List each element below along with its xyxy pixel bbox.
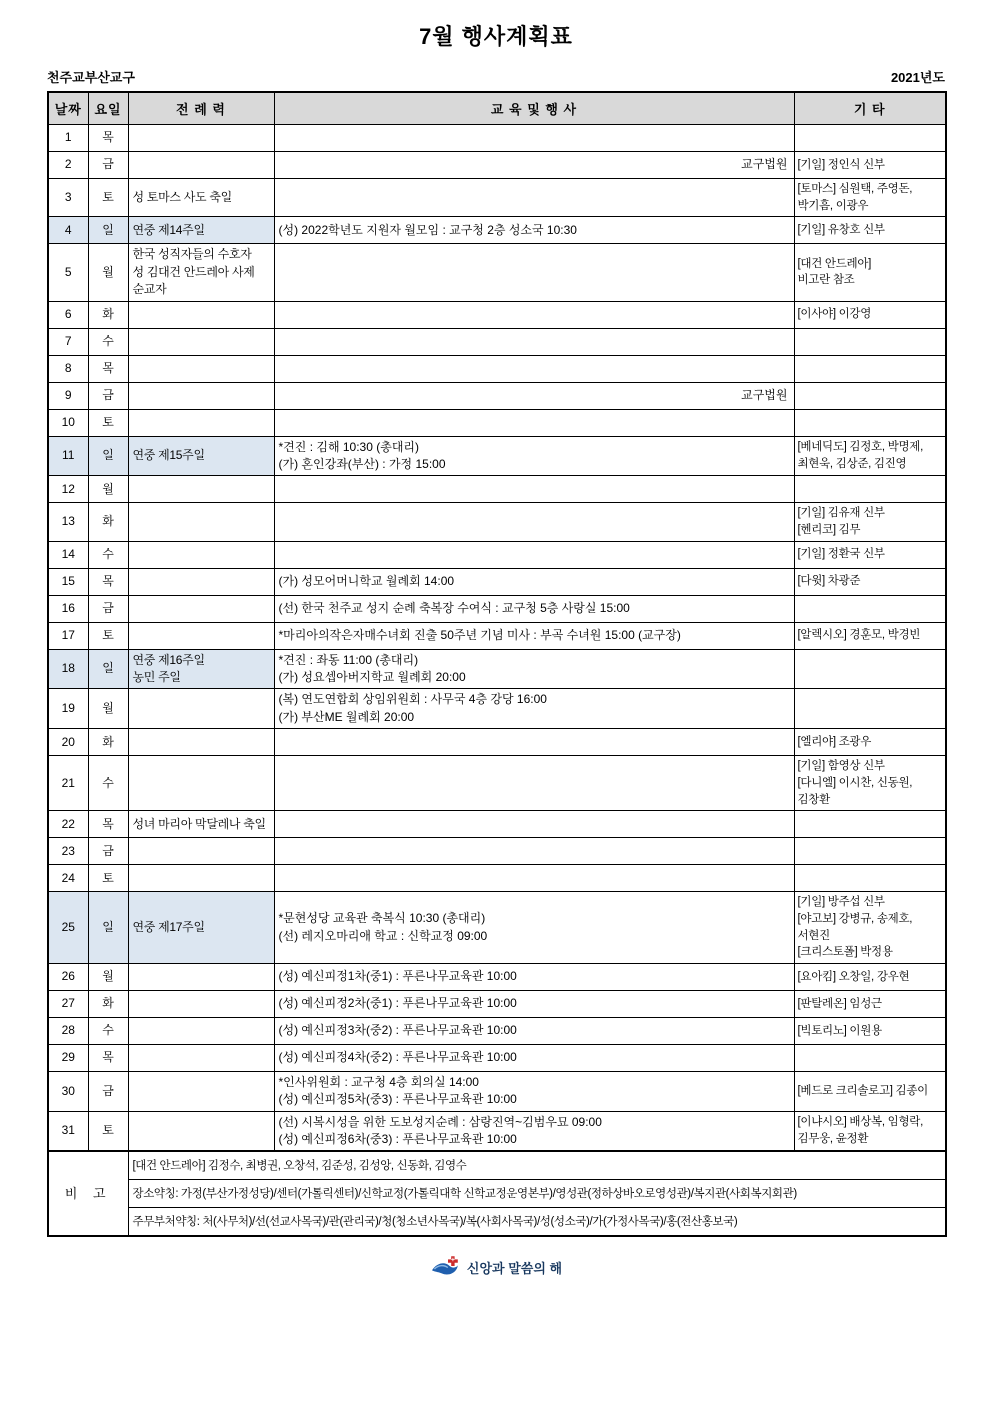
cell-liturgy bbox=[128, 595, 274, 622]
page-title: 7월 행사계획표 bbox=[419, 24, 573, 49]
cell-events bbox=[274, 865, 794, 892]
cell-notes: [판탈레온] 임성근 bbox=[794, 990, 946, 1017]
cell-liturgy bbox=[128, 568, 274, 595]
cell-date: 4 bbox=[48, 217, 88, 244]
cell-liturgy bbox=[128, 409, 274, 436]
table-row bbox=[48, 990, 946, 1017]
cell-liturgy bbox=[128, 729, 274, 756]
cell-date: 16 bbox=[48, 595, 88, 622]
footer bbox=[0, 1255, 992, 1279]
remarks-line-places: 장소약칭: 가정(부산가정성당)/센터(가톨릭센터)/신학교정(가톨릭대학 신학교정운영본부)/영성관(정하상바오로영성관)/복지관(사회복지회관) bbox=[128, 1180, 946, 1208]
cell-day: 일 bbox=[88, 892, 128, 964]
cell-events bbox=[274, 756, 794, 811]
cell-notes bbox=[794, 1044, 946, 1071]
cell-liturgy bbox=[128, 1071, 274, 1111]
cell-date: 21 bbox=[48, 756, 88, 811]
table-row bbox=[48, 301, 946, 328]
schedule-body bbox=[48, 125, 946, 1152]
cell-events: (성) 예신피정1차(중1) : 푸른나무교육관 10:00 bbox=[274, 963, 794, 990]
cell-day: 토 bbox=[88, 1111, 128, 1151]
cell-liturgy bbox=[128, 1111, 274, 1151]
cell-liturgy: 성녀 마리아 막달레나 축일 bbox=[128, 811, 274, 838]
cell-notes: [알렉시오] 경훈모, 박경빈 bbox=[794, 622, 946, 649]
cell-day: 수 bbox=[88, 541, 128, 568]
cell-day: 토 bbox=[88, 179, 128, 217]
cell-events: *견진 : 김해 10:30 (총대리) (가) 혼인강좌(부산) : 가정 15:00 bbox=[274, 436, 794, 476]
cell-events bbox=[274, 328, 794, 355]
cell-events bbox=[274, 301, 794, 328]
cell-day: 월 bbox=[88, 476, 128, 503]
cell-liturgy bbox=[128, 476, 274, 503]
cell-liturgy bbox=[128, 689, 274, 729]
cell-liturgy: 성 토마스 사도 축일 bbox=[128, 179, 274, 217]
footer-slogan: 신앙과 말씀의 해 bbox=[466, 1260, 563, 1276]
cell-day: 금 bbox=[88, 1071, 128, 1111]
table-row bbox=[48, 689, 946, 729]
remarks-row-1 bbox=[48, 1151, 946, 1180]
cell-events bbox=[274, 409, 794, 436]
cell-events bbox=[274, 838, 794, 865]
cell-day: 일 bbox=[88, 436, 128, 476]
cell-date: 27 bbox=[48, 990, 88, 1017]
cell-date: 22 bbox=[48, 811, 88, 838]
cell-liturgy bbox=[128, 1017, 274, 1044]
cell-date: 28 bbox=[48, 1017, 88, 1044]
table-row bbox=[48, 382, 946, 409]
cell-day: 수 bbox=[88, 328, 128, 355]
cell-liturgy bbox=[128, 125, 274, 152]
cell-liturgy bbox=[128, 865, 274, 892]
cell-liturgy bbox=[128, 503, 274, 541]
cell-notes: [기일] 유창호 신부 bbox=[794, 217, 946, 244]
cell-date: 14 bbox=[48, 541, 88, 568]
table-row bbox=[48, 1044, 946, 1071]
cell-date: 30 bbox=[48, 1071, 88, 1111]
cell-events bbox=[274, 179, 794, 217]
table-row bbox=[48, 244, 946, 301]
cell-notes: [요아킴] 오창일, 강우현 bbox=[794, 963, 946, 990]
cell-date: 9 bbox=[48, 382, 88, 409]
table-row bbox=[48, 568, 946, 595]
cell-date: 31 bbox=[48, 1111, 88, 1151]
cell-liturgy: 연중 제14주일 bbox=[128, 217, 274, 244]
cell-liturgy bbox=[128, 301, 274, 328]
cell-date: 29 bbox=[48, 1044, 88, 1071]
cell-notes: [토마스] 심원택, 주영돈, 박기흠, 이광우 bbox=[794, 179, 946, 217]
cell-events: (가) 성모어머니학교 월례회 14:00 bbox=[274, 568, 794, 595]
cell-liturgy bbox=[128, 1044, 274, 1071]
cell-events bbox=[274, 476, 794, 503]
cell-events: (성) 예신피정4차(중2) : 푸른나무교육관 10:00 bbox=[274, 1044, 794, 1071]
cell-day: 목 bbox=[88, 355, 128, 382]
cell-events: *마리아의작은자매수녀회 진출 50주년 기념 미사 : 부곡 수녀원 15:00 (교구장) bbox=[274, 622, 794, 649]
table-row bbox=[48, 179, 946, 217]
cell-notes: [이사야] 이강영 bbox=[794, 301, 946, 328]
table-row bbox=[48, 963, 946, 990]
year-label: 2021년도 bbox=[890, 70, 945, 85]
cell-date: 6 bbox=[48, 301, 88, 328]
cell-liturgy bbox=[128, 756, 274, 811]
cell-notes: [대건 안드레아] 비고란 참조 bbox=[794, 244, 946, 301]
cell-notes bbox=[794, 382, 946, 409]
cell-day: 화 bbox=[88, 990, 128, 1017]
cell-liturgy bbox=[128, 622, 274, 649]
cell-notes bbox=[794, 838, 946, 865]
cell-date: 3 bbox=[48, 179, 88, 217]
table-row bbox=[48, 503, 946, 541]
cell-notes bbox=[794, 355, 946, 382]
table-row bbox=[48, 811, 946, 838]
cell-date: 5 bbox=[48, 244, 88, 301]
table-row bbox=[48, 152, 946, 179]
cell-date: 25 bbox=[48, 892, 88, 964]
cell-day: 토 bbox=[88, 622, 128, 649]
remarks-line-departments: 주무부처약칭: 처(사무처)/선(선교사목국)/관(관리국)/청(청소년사목국)/복(사회사목국)/성(성소국)/가(가정사목국)/홍(전산홍보국) bbox=[128, 1208, 946, 1237]
cell-notes: [베네딕도] 김정호, 박명제, 최현욱, 김상준, 김진영 bbox=[794, 436, 946, 476]
cell-day: 금 bbox=[88, 152, 128, 179]
cell-date: 11 bbox=[48, 436, 88, 476]
cell-events: (복) 연도연합회 상임위원회 : 사무국 4층 강당 16:00 (가) 부산ME 월례회 20:00 bbox=[274, 689, 794, 729]
cell-events: 교구법원 bbox=[274, 152, 794, 179]
cell-day: 화 bbox=[88, 503, 128, 541]
cell-day: 월 bbox=[88, 963, 128, 990]
cell-day: 화 bbox=[88, 301, 128, 328]
cell-liturgy bbox=[128, 541, 274, 568]
cell-date: 8 bbox=[48, 355, 88, 382]
cell-notes: [베드로 크리솔로고] 김종이 bbox=[794, 1071, 946, 1111]
cell-events: (성) 2022학년도 지원자 월모임 : 교구청 2층 성소국 10:30 bbox=[274, 217, 794, 244]
table-row bbox=[48, 892, 946, 964]
table-row bbox=[48, 1017, 946, 1044]
cell-date: 26 bbox=[48, 963, 88, 990]
table-row bbox=[48, 756, 946, 811]
cell-notes: [기일] 정인식 신부 bbox=[794, 152, 946, 179]
cell-day: 금 bbox=[88, 382, 128, 409]
table-row bbox=[48, 622, 946, 649]
cell-events bbox=[274, 811, 794, 838]
cell-date: 24 bbox=[48, 865, 88, 892]
table-row bbox=[48, 649, 946, 689]
cell-notes: [기일] 정환국 신부 bbox=[794, 541, 946, 568]
cell-events: (선) 시복시성을 위한 도보성지순례 : 삼랑진역~김범우묘 09:00 (성) 예신피정6차(중3) : 푸른나무교육관 10:00 bbox=[274, 1111, 794, 1151]
remarks-section bbox=[48, 1151, 946, 1236]
cell-notes: [기일] 방주섭 신부 [야고보] 강병규, 송제호, 서현진 [크리스토폴] 박정용 bbox=[794, 892, 946, 964]
cell-date: 18 bbox=[48, 649, 88, 689]
cell-notes bbox=[794, 409, 946, 436]
cell-day: 수 bbox=[88, 756, 128, 811]
cell-date: 1 bbox=[48, 125, 88, 152]
cell-date: 13 bbox=[48, 503, 88, 541]
cell-day: 수 bbox=[88, 1017, 128, 1044]
cell-date: 7 bbox=[48, 328, 88, 355]
cell-events bbox=[274, 729, 794, 756]
remarks-label: 비 고 bbox=[48, 1151, 128, 1236]
cell-notes bbox=[794, 125, 946, 152]
cell-events bbox=[274, 244, 794, 301]
cell-liturgy: 연중 제15주일 bbox=[128, 436, 274, 476]
cell-date: 23 bbox=[48, 838, 88, 865]
cell-events bbox=[274, 125, 794, 152]
table-row bbox=[48, 1071, 946, 1111]
table-row bbox=[48, 409, 946, 436]
cell-day: 월 bbox=[88, 689, 128, 729]
col-header-date: 날짜 bbox=[48, 92, 88, 125]
col-header-notes: 기 타 bbox=[794, 92, 946, 125]
cell-events: *인사위원회 : 교구청 4층 회의실 14:00 (성) 예신피정5차(중3) : 푸른나무교육관 10:00 bbox=[274, 1071, 794, 1111]
cell-liturgy: 연중 제17주일 bbox=[128, 892, 274, 964]
cell-notes: [엘리야] 조광우 bbox=[794, 729, 946, 756]
cell-day: 목 bbox=[88, 811, 128, 838]
cell-day: 일 bbox=[88, 649, 128, 689]
cell-liturgy bbox=[128, 328, 274, 355]
table-row bbox=[48, 729, 946, 756]
cell-events: *문현성당 교육관 축복식 10:30 (총대리) (선) 레지오마리애 학교 : 신학교정 09:00 bbox=[274, 892, 794, 964]
table-row bbox=[48, 1111, 946, 1151]
cell-events: (선) 한국 천주교 성지 순례 축복장 수여식 : 교구청 5층 사랑실 15:00 bbox=[274, 595, 794, 622]
cell-date: 20 bbox=[48, 729, 88, 756]
table-row bbox=[48, 125, 946, 152]
cell-day: 금 bbox=[88, 838, 128, 865]
cell-events: *견진 : 좌동 11:00 (총대리) (가) 성요셉아버지학교 월례회 20:00 bbox=[274, 649, 794, 689]
cell-notes bbox=[794, 328, 946, 355]
cell-notes: [빅토리노] 이원용 bbox=[794, 1017, 946, 1044]
cell-liturgy bbox=[128, 355, 274, 382]
cell-notes bbox=[794, 865, 946, 892]
cell-events bbox=[274, 503, 794, 541]
col-header-events: 교 육 및 행 사 bbox=[274, 92, 794, 125]
cell-notes: [다윗] 차광준 bbox=[794, 568, 946, 595]
cell-day: 목 bbox=[88, 1044, 128, 1071]
cell-date: 10 bbox=[48, 409, 88, 436]
cell-day: 월 bbox=[88, 244, 128, 301]
table-row bbox=[48, 217, 946, 244]
table-row bbox=[48, 328, 946, 355]
cell-events bbox=[274, 541, 794, 568]
cell-day: 토 bbox=[88, 409, 128, 436]
cell-notes bbox=[794, 595, 946, 622]
header-row bbox=[48, 92, 946, 125]
cell-day: 토 bbox=[88, 865, 128, 892]
cell-events bbox=[274, 355, 794, 382]
cell-date: 17 bbox=[48, 622, 88, 649]
cell-liturgy bbox=[128, 963, 274, 990]
cell-day: 목 bbox=[88, 568, 128, 595]
cell-date: 12 bbox=[48, 476, 88, 503]
cell-liturgy bbox=[128, 838, 274, 865]
cell-day: 금 bbox=[88, 595, 128, 622]
remarks-row-3 bbox=[48, 1208, 946, 1237]
cell-liturgy: 연중 제16주일 농민 주일 bbox=[128, 649, 274, 689]
table-row bbox=[48, 595, 946, 622]
remarks-row-2 bbox=[48, 1180, 946, 1208]
cell-date: 19 bbox=[48, 689, 88, 729]
cell-events: 교구법원 bbox=[274, 382, 794, 409]
cell-notes: [이냐시오] 배상복, 임형락, 김무웅, 윤정환 bbox=[794, 1111, 946, 1151]
table-row bbox=[48, 436, 946, 476]
cell-events: (성) 예신피정2차(중1) : 푸른나무교육관 10:00 bbox=[274, 990, 794, 1017]
remarks-line-patrons: [대건 안드레아] 김정수, 최병권, 오창석, 김준성, 김성앙, 신동화, 김영수 bbox=[128, 1151, 946, 1180]
cell-date: 2 bbox=[48, 152, 88, 179]
cell-date: 15 bbox=[48, 568, 88, 595]
meta-row bbox=[47, 67, 945, 86]
cell-day: 일 bbox=[88, 217, 128, 244]
cell-liturgy bbox=[128, 382, 274, 409]
schedule-table bbox=[47, 91, 947, 1237]
cell-liturgy: 한국 성직자들의 수호자 성 김대건 안드레아 사제 순교자 bbox=[128, 244, 274, 301]
faith-and-word-year-logo bbox=[430, 1255, 460, 1279]
cell-notes bbox=[794, 689, 946, 729]
cell-liturgy bbox=[128, 990, 274, 1017]
table-row bbox=[48, 355, 946, 382]
cell-notes bbox=[794, 649, 946, 689]
col-header-liturgy: 전 례 력 bbox=[128, 92, 274, 125]
cell-day: 화 bbox=[88, 729, 128, 756]
cell-day: 목 bbox=[88, 125, 128, 152]
col-header-day: 요일 bbox=[88, 92, 128, 125]
cell-liturgy bbox=[128, 152, 274, 179]
cell-notes bbox=[794, 811, 946, 838]
cell-notes bbox=[794, 476, 946, 503]
cell-notes: [기일] 김유재 신부 [헨리코] 김무 bbox=[794, 503, 946, 541]
table-row bbox=[48, 541, 946, 568]
table-row bbox=[48, 476, 946, 503]
cell-events: (성) 예신피정3차(중2) : 푸른나무교육관 10:00 bbox=[274, 1017, 794, 1044]
table-row bbox=[48, 865, 946, 892]
cell-notes: [기일] 함영상 신부 [다니엘] 이시찬, 신동원, 김창환 bbox=[794, 756, 946, 811]
table-row bbox=[48, 838, 946, 865]
diocese-name: 천주교부산교구 bbox=[47, 70, 135, 85]
